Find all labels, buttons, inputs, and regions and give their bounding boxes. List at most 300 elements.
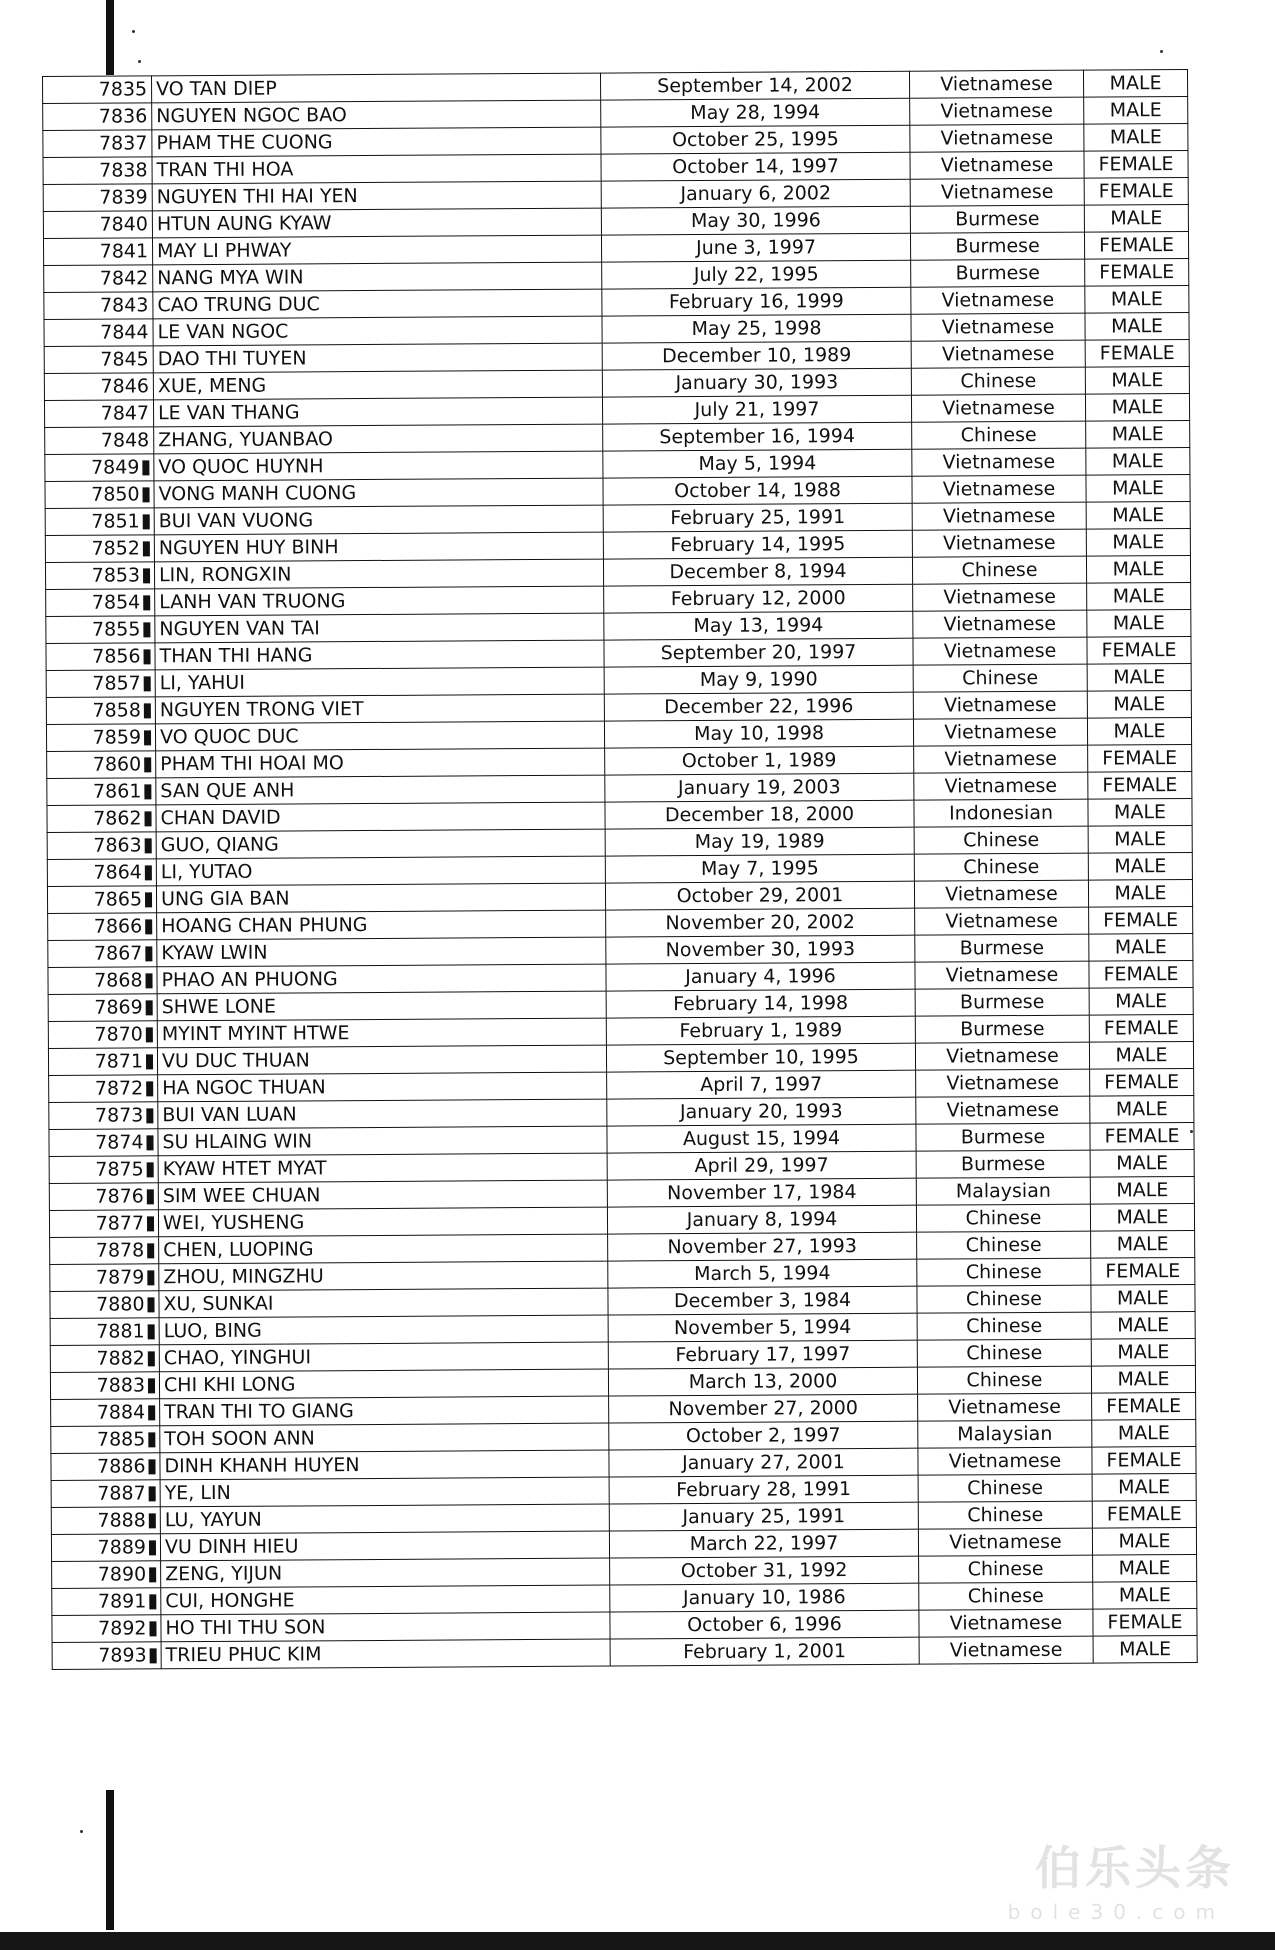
ink-mark bbox=[144, 676, 151, 691]
row-sex-cell bbox=[1089, 1014, 1193, 1042]
row-id-text: 7848 bbox=[100, 429, 150, 452]
row-id-cell bbox=[45, 481, 154, 509]
row-nationality-text: Burmese bbox=[959, 936, 1045, 960]
row-nationality-text: Chinese bbox=[967, 1476, 1044, 1500]
row-id-cell bbox=[46, 670, 155, 698]
row-nationality-cell bbox=[916, 1204, 1090, 1232]
row-nationality-cell bbox=[916, 1096, 1090, 1124]
row-sex-text: FEMALE bbox=[1105, 1260, 1181, 1283]
row-nationality-text: Vietnamese bbox=[945, 963, 1059, 987]
row-nationality-cell bbox=[910, 151, 1084, 179]
row-sex-text: FEMALE bbox=[1104, 1071, 1180, 1094]
ink-mark bbox=[148, 1324, 155, 1339]
row-sex-cell bbox=[1087, 663, 1191, 691]
row-name-text: ZHANG, YUANBAO bbox=[158, 428, 333, 452]
row-dob-text: February 28, 1991 bbox=[676, 1478, 852, 1502]
row-id-cell bbox=[46, 616, 155, 644]
row-name-cell bbox=[159, 1288, 608, 1318]
row-nationality-cell bbox=[912, 529, 1086, 557]
row-sex-cell bbox=[1088, 798, 1192, 826]
row-id-text: 7863 bbox=[93, 834, 142, 857]
row-nationality-text: Chinese bbox=[967, 1557, 1044, 1581]
ink-mark bbox=[146, 1135, 153, 1150]
row-name-text: CHI KHI LONG bbox=[163, 1373, 296, 1397]
row-dob-text: October 25, 1995 bbox=[671, 128, 839, 152]
ink-mark bbox=[143, 541, 150, 556]
row-id-text: 7857 bbox=[92, 672, 141, 695]
row-dob-cell bbox=[609, 1529, 918, 1558]
row-sex-cell bbox=[1084, 205, 1188, 233]
row-nationality-text: Chinese bbox=[960, 423, 1037, 447]
row-name-text: SAN QUE ANH bbox=[160, 779, 295, 803]
row-nationality-cell bbox=[918, 1474, 1092, 1502]
row-dob-text: September 10, 1995 bbox=[663, 1046, 859, 1070]
row-id-text: 7837 bbox=[98, 132, 148, 155]
row-id-cell bbox=[50, 1318, 159, 1346]
row-sex-cell bbox=[1092, 1419, 1196, 1447]
row-dob-text: January 4, 1996 bbox=[685, 965, 836, 989]
row-sex-text: MALE bbox=[1109, 72, 1162, 95]
row-dob-cell bbox=[608, 1232, 917, 1261]
row-name-text: TRIEU PHUC KIM bbox=[165, 1643, 322, 1667]
row-name-cell bbox=[158, 1207, 607, 1237]
row-name-text: ZHOU, MINGZHU bbox=[163, 1265, 324, 1289]
row-nationality-text: Vietnamese bbox=[946, 1098, 1060, 1122]
row-nationality-cell bbox=[918, 1393, 1092, 1421]
row-dob-text: March 5, 1994 bbox=[694, 1262, 831, 1286]
row-nationality-text: Burmese bbox=[959, 990, 1045, 1014]
row-id-cell bbox=[46, 724, 155, 752]
row-nationality-text: Malaysian bbox=[955, 1179, 1051, 1203]
row-name-cell bbox=[152, 100, 601, 130]
row-nationality-text: Vietnamese bbox=[949, 1611, 1063, 1635]
row-id-cell bbox=[43, 130, 152, 158]
row-id-cell bbox=[44, 292, 153, 320]
row-sex-text: MALE bbox=[1116, 1152, 1169, 1175]
row-nationality-text: Vietnamese bbox=[942, 450, 1056, 474]
row-name-cell bbox=[160, 1396, 609, 1426]
row-name-text: TOH SOON ANN bbox=[164, 1427, 315, 1451]
row-sex-cell bbox=[1091, 1230, 1195, 1258]
row-dob-text: January 19, 2003 bbox=[677, 776, 841, 800]
row-sex-text: MALE bbox=[1117, 1368, 1170, 1391]
row-dob-text: April 7, 1997 bbox=[700, 1073, 823, 1096]
row-name-text: PHAM THE CUONG bbox=[156, 131, 333, 155]
row-nationality-text: Vietnamese bbox=[945, 882, 1058, 906]
row-name-text: GUO, QIANG bbox=[160, 833, 279, 857]
row-name-text: THAN THI HANG bbox=[159, 644, 313, 668]
row-name-cell bbox=[158, 1153, 607, 1183]
row-sex-cell bbox=[1086, 555, 1190, 583]
row-name-text: LE VAN THANG bbox=[157, 401, 300, 425]
row-id-text: 7862 bbox=[93, 807, 142, 830]
row-dob-cell bbox=[608, 1286, 917, 1315]
row-name-text: VO QUOC HUYNH bbox=[158, 455, 324, 479]
row-sex-text: FEMALE bbox=[1106, 1395, 1182, 1418]
row-id-cell bbox=[44, 400, 153, 428]
row-dob-text: October 14, 1988 bbox=[674, 479, 841, 503]
row-name-cell bbox=[160, 1450, 609, 1480]
row-nationality-cell bbox=[918, 1447, 1092, 1475]
row-nationality-cell bbox=[911, 259, 1085, 287]
row-nationality-cell bbox=[917, 1366, 1091, 1394]
row-dob-text: February 14, 1995 bbox=[670, 533, 846, 557]
row-sex-text: FEMALE bbox=[1101, 639, 1177, 662]
row-nationality-text: Vietnamese bbox=[942, 477, 1056, 501]
row-dob-text: November 27, 1993 bbox=[667, 1235, 857, 1259]
ink-mark bbox=[149, 1567, 156, 1582]
row-dob-cell bbox=[602, 368, 911, 397]
row-dob-text: May 7, 1995 bbox=[700, 857, 819, 880]
row-dob-cell bbox=[601, 179, 910, 208]
row-dob-text: September 14, 2002 bbox=[657, 74, 853, 98]
row-nationality-text: Chinese bbox=[966, 1341, 1043, 1365]
row-name-cell bbox=[153, 262, 602, 292]
row-name-text: VU DINH HIEU bbox=[164, 1535, 299, 1559]
ink-mark bbox=[143, 595, 150, 610]
row-sex-cell bbox=[1085, 393, 1189, 421]
row-sex-text: FEMALE bbox=[1104, 1125, 1180, 1148]
row-nationality-text: Vietnamese bbox=[942, 504, 1056, 528]
row-id-text: 7856 bbox=[92, 645, 141, 668]
row-nationality-text: Vietnamese bbox=[944, 693, 1057, 717]
row-id-cell bbox=[49, 1102, 158, 1130]
row-dob-cell bbox=[603, 503, 912, 532]
row-dob-text: June 3, 1997 bbox=[696, 236, 817, 260]
ink-mark bbox=[144, 811, 151, 826]
row-dob-cell bbox=[607, 1070, 916, 1099]
row-nationality-text: Vietnamese bbox=[941, 342, 1055, 366]
scan-edge-band bbox=[0, 1932, 1275, 1950]
row-id-text: 7865 bbox=[93, 888, 143, 911]
row-nationality-cell bbox=[911, 286, 1085, 314]
row-nationality-text: Chinese bbox=[965, 1233, 1042, 1257]
row-name-text: NGUYEN THI HAI YEN bbox=[156, 185, 358, 209]
row-dob-cell bbox=[602, 341, 911, 370]
row-id-text: 7835 bbox=[98, 78, 148, 101]
ink-mark bbox=[147, 1297, 154, 1312]
row-nationality-cell bbox=[914, 826, 1088, 854]
row-name-cell bbox=[159, 1342, 608, 1372]
row-sex-cell bbox=[1089, 933, 1193, 961]
ink-mark bbox=[145, 919, 152, 934]
ink-mark bbox=[148, 1405, 155, 1420]
row-sex-text: MALE bbox=[1112, 531, 1165, 554]
row-id-cell bbox=[52, 1615, 161, 1643]
row-dob-text: May 10, 1998 bbox=[693, 722, 825, 746]
ink-mark bbox=[146, 1054, 153, 1069]
row-name-text: VO TAN DIEP bbox=[156, 77, 277, 101]
row-name-cell bbox=[156, 856, 605, 886]
row-sex-cell bbox=[1092, 1500, 1196, 1528]
row-name-cell bbox=[159, 1369, 608, 1399]
row-sex-text: MALE bbox=[1111, 369, 1164, 392]
row-nationality-cell bbox=[913, 637, 1087, 665]
row-name-cell bbox=[157, 937, 606, 967]
row-sex-cell bbox=[1084, 151, 1188, 179]
row-name-text: NGUYEN HUY BINH bbox=[158, 536, 339, 560]
ink-mark bbox=[147, 1243, 154, 1258]
row-id-cell bbox=[51, 1534, 160, 1562]
row-sex-text: MALE bbox=[1115, 990, 1168, 1013]
row-id-text: 7870 bbox=[94, 1023, 143, 1046]
row-name-cell bbox=[161, 1585, 610, 1615]
row-name-cell bbox=[155, 586, 604, 616]
row-nationality-cell bbox=[910, 232, 1084, 260]
row-name-text: HTUN AUNG KYAW bbox=[156, 212, 332, 236]
row-name-cell bbox=[153, 343, 602, 373]
row-dob-text: December 8, 1994 bbox=[669, 560, 847, 584]
row-sex-text: MALE bbox=[1113, 693, 1166, 716]
row-nationality-text: Indonesian bbox=[948, 801, 1054, 825]
row-id-text: 7881 bbox=[96, 1320, 145, 1343]
row-name-cell bbox=[153, 316, 602, 346]
row-sex-cell bbox=[1090, 1149, 1194, 1177]
row-name-text: LIN, RONGXIN bbox=[158, 563, 292, 587]
ink-mark bbox=[142, 460, 149, 475]
row-sex-text: MALE bbox=[1109, 99, 1162, 122]
row-dob-text: October 14, 1997 bbox=[672, 155, 839, 179]
row-name-text: VU DUC THUAN bbox=[161, 1049, 310, 1073]
row-name-text: NANG MYA WIN bbox=[157, 266, 304, 290]
scan-speck bbox=[132, 30, 135, 33]
row-id-cell bbox=[51, 1426, 160, 1454]
row-id-text: 7882 bbox=[96, 1347, 145, 1370]
row-nationality-cell bbox=[916, 1177, 1090, 1205]
row-sex-cell bbox=[1084, 178, 1188, 206]
row-id-text: 7892 bbox=[98, 1617, 147, 1640]
ink-mark bbox=[149, 1621, 156, 1636]
roster-table-body bbox=[43, 70, 1198, 1670]
ink-mark bbox=[147, 1270, 154, 1285]
row-dob-text: October 2, 1997 bbox=[685, 1424, 841, 1448]
row-sex-cell bbox=[1089, 1041, 1193, 1069]
row-id-text: 7889 bbox=[97, 1536, 147, 1559]
row-nationality-cell bbox=[915, 961, 1089, 989]
row-dob-cell bbox=[610, 1583, 919, 1612]
row-dob-cell bbox=[610, 1610, 919, 1639]
row-sex-text: FEMALE bbox=[1103, 1017, 1179, 1040]
row-sex-text: FEMALE bbox=[1106, 1449, 1182, 1472]
row-id-text: 7876 bbox=[95, 1185, 144, 1208]
row-name-text: VONG MANH CUONG bbox=[158, 482, 357, 506]
row-sex-text: FEMALE bbox=[1106, 1503, 1182, 1526]
row-sex-cell bbox=[1088, 825, 1192, 853]
row-name-cell bbox=[154, 505, 603, 535]
row-dob-cell bbox=[606, 1043, 915, 1072]
row-name-text: LI, YUTAO bbox=[160, 860, 253, 884]
row-sex-text: MALE bbox=[1113, 666, 1166, 689]
row-name-text: BUI VAN LUAN bbox=[162, 1103, 297, 1127]
row-nationality-cell bbox=[913, 718, 1087, 746]
row-name-text: NGUYEN NGOC BAO bbox=[156, 104, 347, 128]
row-dob-cell bbox=[607, 1151, 916, 1180]
row-dob-cell bbox=[602, 260, 911, 289]
row-id-cell bbox=[45, 562, 154, 590]
row-dob-text: February 17, 1997 bbox=[675, 1343, 851, 1367]
row-id-text: 7844 bbox=[100, 321, 149, 344]
row-sex-cell bbox=[1087, 636, 1191, 664]
row-sex-text: FEMALE bbox=[1098, 180, 1174, 203]
row-name-cell bbox=[159, 1315, 608, 1345]
row-sex-cell bbox=[1086, 501, 1190, 529]
row-id-cell bbox=[51, 1453, 160, 1481]
row-sex-text: MALE bbox=[1109, 126, 1162, 149]
ink-mark bbox=[146, 1000, 153, 1015]
row-name-text: WEI, YUSHENG bbox=[162, 1211, 305, 1235]
row-nationality-cell bbox=[915, 934, 1089, 962]
row-dob-cell bbox=[601, 125, 910, 154]
row-dob-text: September 20, 1997 bbox=[660, 641, 857, 665]
row-id-cell bbox=[47, 778, 156, 806]
row-nationality-text: Vietnamese bbox=[945, 909, 1058, 933]
row-nationality-cell bbox=[915, 1042, 1089, 1070]
row-nationality-cell bbox=[911, 340, 1085, 368]
row-nationality-cell bbox=[912, 502, 1086, 530]
row-nationality-text: Vietnamese bbox=[940, 99, 1054, 123]
row-nationality-text: Malaysian bbox=[957, 1422, 1053, 1446]
row-name-cell bbox=[153, 289, 602, 319]
ink-mark bbox=[146, 1108, 153, 1123]
row-nationality-cell bbox=[913, 583, 1087, 611]
row-id-text: 7885 bbox=[96, 1428, 146, 1451]
row-dob-text: February 16, 1999 bbox=[668, 290, 844, 314]
row-nationality-text: Vietnamese bbox=[944, 747, 1057, 771]
row-dob-cell bbox=[604, 692, 913, 721]
row-dob-cell bbox=[607, 1205, 916, 1234]
row-sex-cell bbox=[1086, 474, 1190, 502]
row-nationality-cell bbox=[913, 691, 1087, 719]
row-dob-cell bbox=[606, 1016, 915, 1045]
row-name-cell bbox=[152, 73, 601, 103]
row-dob-cell bbox=[605, 773, 914, 802]
ink-mark bbox=[149, 1486, 156, 1501]
row-name-cell bbox=[152, 235, 601, 265]
row-id-text: 7846 bbox=[100, 375, 149, 398]
row-sex-text: MALE bbox=[1117, 1314, 1170, 1337]
row-sex-cell bbox=[1083, 70, 1187, 98]
row-nationality-text: Vietnamese bbox=[944, 774, 1058, 798]
row-id-text: 7872 bbox=[94, 1077, 144, 1100]
row-dob-text: July 22, 1995 bbox=[693, 263, 819, 287]
row-sex-text: MALE bbox=[1119, 1638, 1172, 1661]
row-name-cell bbox=[160, 1504, 609, 1534]
row-nationality-cell bbox=[917, 1285, 1091, 1313]
row-sex-cell bbox=[1087, 690, 1191, 718]
row-name-text: TRAN THI TO GIANG bbox=[164, 1400, 354, 1424]
row-dob-cell bbox=[608, 1313, 917, 1342]
row-nationality-cell bbox=[915, 988, 1089, 1016]
row-name-cell bbox=[155, 667, 604, 697]
ink-mark bbox=[148, 1351, 155, 1366]
row-nationality-cell bbox=[917, 1312, 1091, 1340]
row-sex-cell bbox=[1090, 1176, 1194, 1204]
row-name-text: HO THI THU SON bbox=[165, 1616, 326, 1640]
row-nationality-cell bbox=[919, 1582, 1093, 1610]
row-sex-cell bbox=[1089, 987, 1193, 1015]
row-sex-text: MALE bbox=[1116, 1233, 1169, 1256]
row-nationality-text: Chinese bbox=[967, 1584, 1044, 1608]
row-sex-cell bbox=[1086, 447, 1190, 475]
row-nationality-text: Vietnamese bbox=[943, 585, 1057, 609]
row-id-cell bbox=[43, 184, 152, 212]
row-dob-cell bbox=[602, 395, 911, 424]
row-dob-text: November 30, 1993 bbox=[665, 938, 856, 962]
row-id-cell bbox=[49, 1210, 158, 1238]
binder-mark-bottom bbox=[106, 1790, 114, 1930]
row-id-text: 7880 bbox=[96, 1293, 145, 1316]
row-dob-text: November 17, 1984 bbox=[667, 1181, 857, 1205]
row-name-cell bbox=[158, 1126, 607, 1156]
ink-mark bbox=[145, 973, 152, 988]
row-id-text: 7851 bbox=[91, 510, 140, 533]
row-dob-text: February 1, 1989 bbox=[679, 1019, 843, 1043]
row-dob-cell bbox=[604, 611, 913, 640]
row-dob-text: October 29, 2001 bbox=[676, 884, 844, 908]
row-nationality-text: Chinese bbox=[965, 1260, 1042, 1284]
row-name-cell bbox=[156, 802, 605, 832]
row-id-text: 7843 bbox=[99, 294, 149, 317]
row-dob-cell bbox=[603, 557, 912, 586]
row-id-cell bbox=[51, 1480, 160, 1508]
row-name-text: NGUYEN TRONG VIET bbox=[159, 698, 364, 722]
row-name-cell bbox=[160, 1531, 609, 1561]
row-name-text: SU HLAING WIN bbox=[162, 1130, 313, 1154]
row-name-text: YE, LIN bbox=[164, 1481, 231, 1505]
row-sex-text: FEMALE bbox=[1098, 153, 1174, 176]
row-dob-text: October 31, 1992 bbox=[680, 1559, 848, 1583]
ink-mark bbox=[146, 1081, 153, 1096]
row-sex-cell bbox=[1091, 1311, 1195, 1339]
row-id-text: 7854 bbox=[91, 591, 141, 614]
row-id-cell bbox=[47, 832, 156, 860]
row-nationality-cell bbox=[910, 124, 1084, 152]
row-dob-cell bbox=[608, 1259, 917, 1288]
row-id-text: 7853 bbox=[91, 564, 141, 587]
row-nationality-cell bbox=[911, 313, 1085, 341]
row-id-text: 7858 bbox=[92, 699, 141, 722]
row-name-text: HOANG CHAN PHUNG bbox=[161, 914, 368, 938]
row-nationality-cell bbox=[909, 70, 1083, 98]
row-id-cell bbox=[47, 859, 156, 887]
row-sex-text: MALE bbox=[1113, 720, 1166, 743]
row-sex-cell bbox=[1085, 339, 1189, 367]
row-name-text: MAY LI PHWAY bbox=[157, 239, 292, 263]
ink-mark bbox=[143, 622, 150, 637]
row-name-text: XU, SUNKAI bbox=[163, 1292, 274, 1316]
row-dob-cell bbox=[610, 1556, 919, 1585]
row-sex-text: MALE bbox=[1110, 288, 1163, 311]
row-nationality-text: Chinese bbox=[966, 1314, 1043, 1338]
ink-mark bbox=[143, 568, 150, 583]
row-dob-text: December 18, 2000 bbox=[664, 803, 855, 827]
row-sex-cell bbox=[1091, 1365, 1195, 1393]
scan-speck bbox=[138, 60, 141, 63]
row-id-text: 7893 bbox=[98, 1644, 147, 1667]
row-name-cell bbox=[156, 883, 605, 913]
row-sex-cell bbox=[1085, 312, 1189, 340]
row-id-cell bbox=[52, 1642, 161, 1670]
row-sex-cell bbox=[1088, 771, 1192, 799]
row-name-cell bbox=[157, 964, 606, 994]
ink-mark bbox=[145, 946, 152, 961]
row-id-cell bbox=[49, 1129, 158, 1157]
row-dob-cell bbox=[602, 314, 911, 343]
row-id-text: 7883 bbox=[96, 1374, 146, 1397]
ink-mark bbox=[144, 784, 151, 799]
row-id-cell bbox=[50, 1345, 159, 1373]
row-nationality-cell bbox=[911, 394, 1085, 422]
